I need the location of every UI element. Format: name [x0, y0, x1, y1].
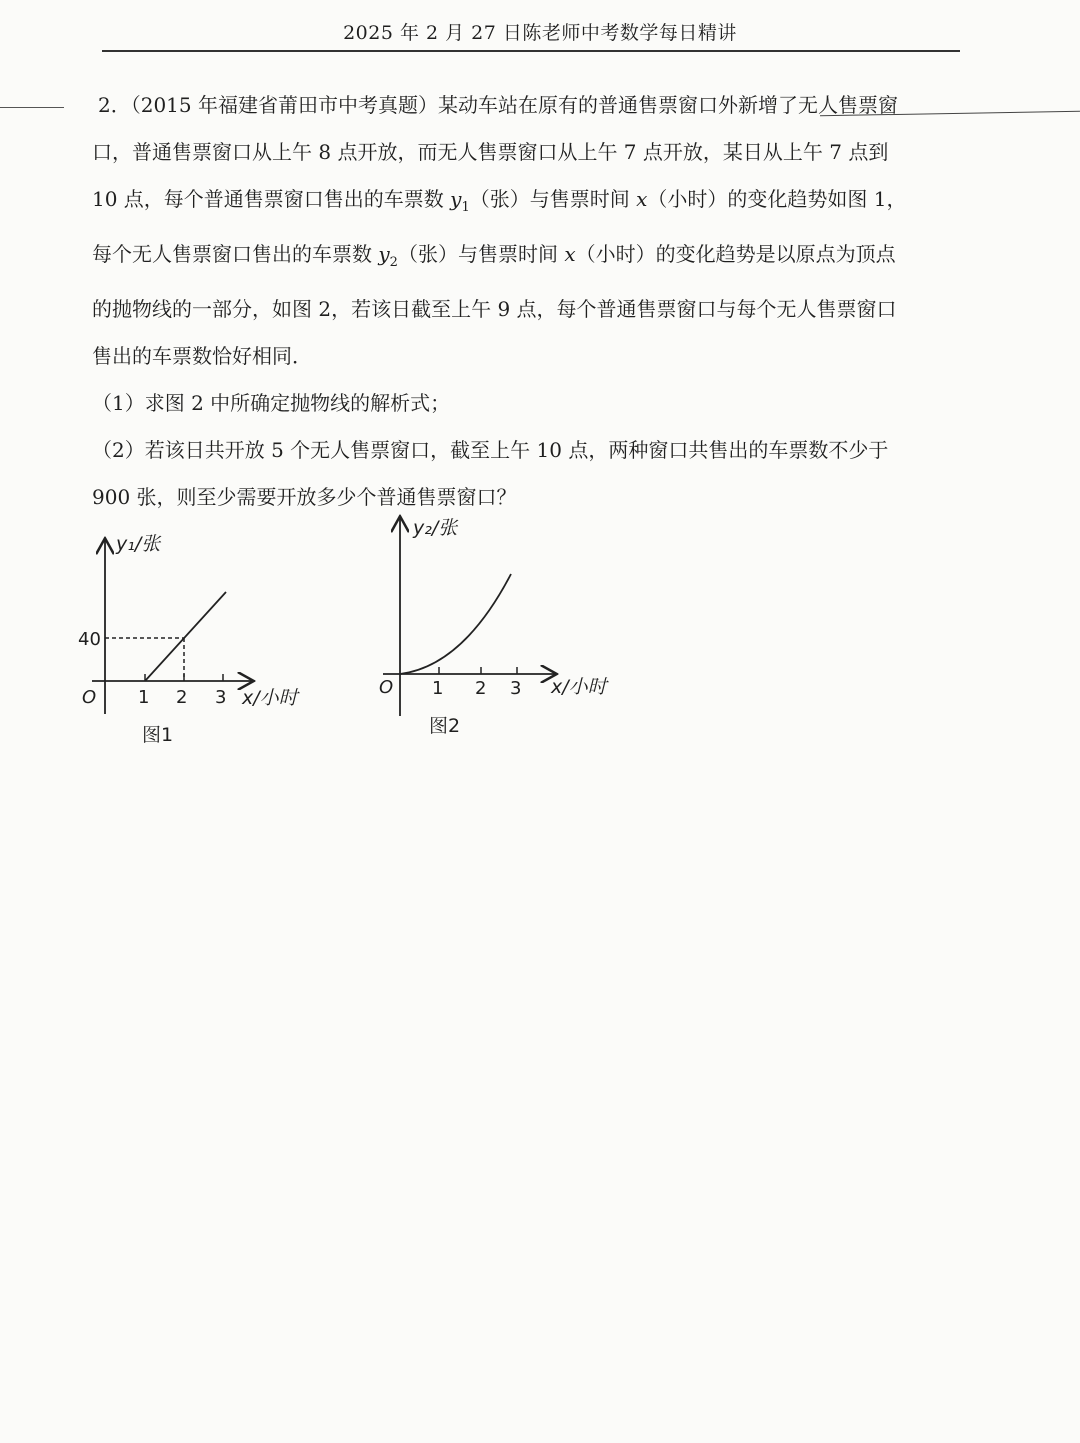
problem-line-1-text: 某动车站在原有的普通售票窗口外新增了无人售票窗	[438, 93, 898, 117]
problem-line-5: 的抛物线的一部分，如图 2，若该日截至上午 9 点，每个普通售票窗口与每个无人售票窗口	[92, 297, 897, 321]
fig2-x-axis-label: x/小时	[551, 676, 607, 698]
fig1-caption: 图1	[142, 724, 174, 746]
problem-line-4	[92, 231, 982, 286]
fig2-caption: 图2	[429, 715, 461, 737]
fig2-x-tick-label-2: 2	[475, 678, 487, 699]
line4-c: （小时）的变化趋势是以原点为顶点	[575, 242, 896, 266]
fig1-x-tick-label-2: 2	[176, 687, 188, 708]
problem-line-3	[92, 176, 982, 231]
fig1-series-line	[145, 592, 226, 681]
fig1-origin-label: O	[82, 687, 97, 708]
problem-text	[92, 82, 982, 521]
line3-c: （小时）的变化趋势如图 1，	[647, 187, 907, 211]
line3-a: 10 点，每个普通售票窗口售出的车票数	[92, 187, 451, 211]
figure-2-svg	[365, 510, 625, 750]
line3-b: （张）与售票时间	[469, 187, 637, 211]
page-header: 2025 年 2 月 27 日陈老师中考数学每日精讲	[343, 22, 737, 44]
problem-line-2: 口，普通售票窗口从上午 8 点开放，而无人售票窗口从上午 7 点开放，某日从上午 7 点到	[92, 140, 889, 164]
fig2-x-tick-label-3: 3	[510, 678, 522, 699]
fig1-x-tick-label-3: 3	[215, 687, 227, 708]
margin-mark	[0, 107, 64, 108]
var-y1: y	[450, 187, 462, 211]
problem-source: （2015 年福建省莆田市中考真题）	[130, 93, 438, 117]
fig2-origin-label: O	[379, 677, 394, 698]
fig1-x-tick-label-1: 1	[138, 687, 150, 708]
question-1: （1）求图 2 中所确定抛物线的解析式；	[92, 391, 451, 415]
figure-2	[365, 510, 625, 750]
header-divider	[102, 50, 960, 52]
problem-line-6: 售出的车票数恰好相同．	[92, 344, 312, 368]
var-y1-sub: 1	[461, 200, 470, 215]
figure-1-svg	[70, 528, 320, 758]
fig1-x-axis-label: x/小时	[242, 687, 298, 709]
fig2-y-axis-label: y₂/张	[413, 517, 458, 539]
question-2-line-1: （2）若该日共开放 5 个无人售票窗口，截至上午 10 点，两种窗口共售出的车票数不少于	[92, 438, 889, 462]
var-y2-sub: 2	[389, 255, 398, 270]
var-x2: x	[564, 242, 576, 266]
line4-a: 每个无人售票窗口售出的车票数	[92, 242, 379, 266]
figure-1	[70, 528, 320, 758]
line4-b: （张）与售票时间	[397, 242, 565, 266]
fig2-x-tick-label-1: 1	[432, 678, 444, 699]
problem-number: 2．	[98, 93, 131, 117]
var-y2: y	[378, 242, 390, 266]
fig1-y-axis-label: y₁/张	[116, 533, 161, 555]
question-2-line-2: 900 张，则至少需要开放多少个普通售票窗口？	[92, 485, 517, 509]
problem-line-1	[92, 82, 982, 129]
fig1-y-tick-label: 40	[78, 629, 101, 650]
var-x: x	[636, 187, 648, 211]
fig2-parabola	[400, 574, 511, 674]
